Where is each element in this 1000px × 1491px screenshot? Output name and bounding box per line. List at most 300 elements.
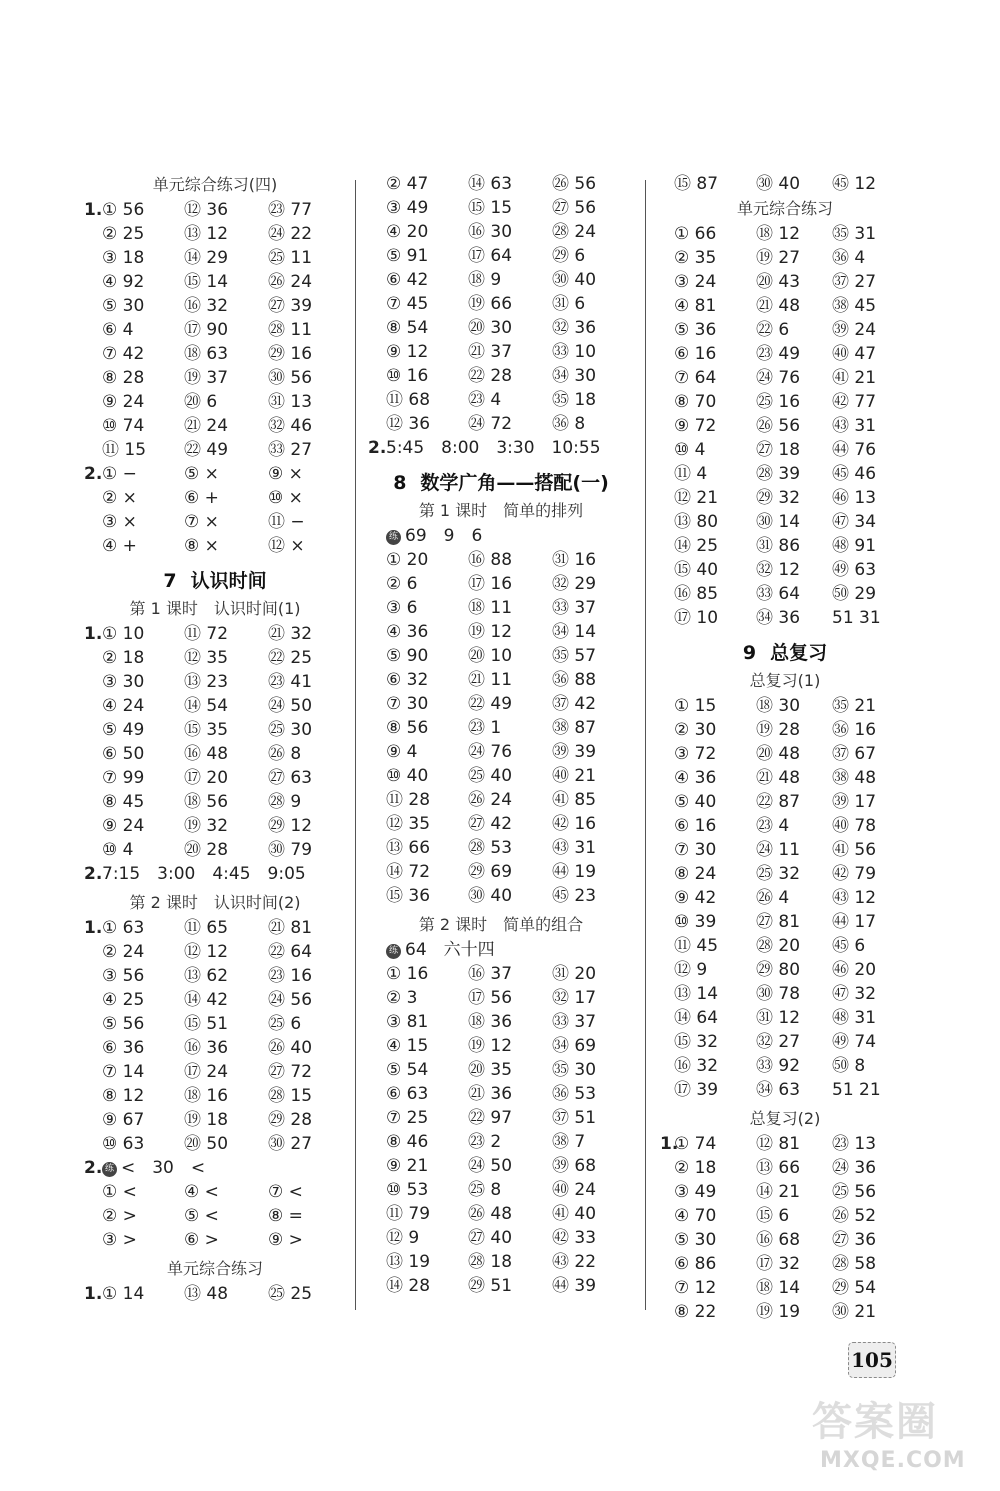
answer-row — [368, 196, 634, 220]
answer-cell: ㉚ 27 — [268, 1134, 313, 1154]
chapter-number: 7 — [163, 570, 177, 592]
answer-row — [660, 414, 910, 438]
answer-cell: ⑭ 29 — [184, 248, 229, 268]
answer-cell: ㉙ 54 — [832, 1278, 877, 1298]
answer-cell: ⑩ 4 — [102, 840, 134, 860]
answer-cell: ① 66 — [674, 224, 717, 244]
answer-cell: ㉝ 10 — [552, 342, 597, 362]
chapter-name: 数学广角——搭配(一) — [420, 472, 609, 494]
answer-cell: ㉕ 8 — [468, 1180, 502, 1200]
answer-cell: ㉔ 76 — [468, 742, 513, 762]
answer-row — [368, 644, 634, 668]
answer-cell: ⑫ × — [268, 536, 305, 556]
answer-cell: ⑥ > — [184, 1230, 219, 1250]
answer-cell: ㉔ 36 — [832, 1158, 877, 1178]
answer-cell: ㉗ 42 — [468, 814, 513, 834]
answer-cell: ① 63 — [102, 918, 145, 938]
answer-cell: ⑬ 62 — [184, 966, 229, 986]
answer-row — [368, 340, 634, 364]
answer-cell: ⑤ < — [184, 1206, 219, 1226]
question-number: 1. — [660, 1134, 679, 1154]
answer-cell: ⑥ 63 — [386, 1084, 429, 1104]
answer-cell: ⑦ 42 — [102, 344, 145, 364]
answer-cell: ㉑ 36 — [468, 1084, 513, 1104]
answer-cell: ⑦ 30 — [674, 840, 717, 860]
answer-cell: ㉛ 20 — [552, 964, 597, 984]
answer-cell: ⑰ 56 — [468, 988, 513, 1008]
answer-cell: ⑩ 63 — [102, 1134, 145, 1154]
answer-cell: ㊸ 12 — [832, 888, 877, 908]
answer-row — [84, 270, 346, 294]
answer-cell: ⑳ 35 — [468, 1060, 513, 1080]
question-number: 2. — [84, 464, 103, 484]
answer-cell: ⑳ 48 — [756, 744, 801, 764]
answer-cell: ⑧ 45 — [102, 792, 145, 812]
answer-cell: ㉕ 56 — [832, 1182, 877, 1202]
answer-row — [84, 1012, 346, 1036]
column-divider — [645, 180, 646, 1310]
answer-cell: ⑲ 12 — [468, 622, 513, 642]
answer-cell: ㉚ 79 — [268, 840, 313, 860]
answer-cell: ㊵ 24 — [552, 1180, 597, 1200]
answer-cell: ㊱ 53 — [552, 1084, 597, 1104]
answer-row — [368, 548, 634, 572]
answer-cell: ⑬ 23 — [184, 672, 229, 692]
answer-cell: ⑤ 30 — [102, 296, 145, 316]
answer-cell: ⑪ 79 — [386, 1204, 431, 1224]
answer-cell: ⑪ − — [268, 512, 305, 532]
answer-cell: ㉘ 53 — [468, 838, 513, 858]
answer-cell: ㉒ 49 — [468, 694, 513, 714]
answer-cell: ⑦ 14 — [102, 1062, 145, 1082]
answer-cell: ③ 24 — [674, 272, 717, 292]
answer-cell: ⑳ 50 — [184, 1134, 229, 1154]
answer-cell: ③ 6 — [386, 598, 418, 618]
answer-row — [368, 620, 634, 644]
answer-row — [660, 838, 910, 862]
answer-cell: ⑰ 10 — [674, 608, 719, 628]
answer-row — [368, 1106, 634, 1130]
answer-cell: ⑨ 4 — [386, 742, 418, 762]
answer-cell: ⑱ 63 — [184, 344, 229, 364]
answer-cell: ⑰ 90 — [184, 320, 229, 340]
section-heading: 第 2 课时 认识时间(2) — [129, 893, 301, 912]
answer-row — [660, 390, 910, 414]
question-number: 1. — [84, 1284, 103, 1304]
answer-row — [660, 1156, 910, 1180]
answer-cell: ⑭ 64 — [674, 1008, 719, 1028]
answer-row — [368, 244, 634, 268]
answer-row — [84, 438, 346, 462]
answer-cell: ⑪ 4 — [674, 464, 708, 484]
answer-cell: ㉙ 51 — [468, 1276, 513, 1296]
answer-cell: ⑬ 66 — [756, 1158, 801, 1178]
answer-row — [368, 1202, 634, 1226]
section-heading: 第 1 课时 简单的排列 — [418, 501, 584, 520]
answer-cell: 51 31 — [832, 608, 881, 628]
answer-cell: ② 30 — [674, 720, 717, 740]
answer-cell: ⑮ 87 — [674, 174, 719, 194]
answer-cell: ⑯ 48 — [184, 744, 229, 764]
answer-cell: ⑲ 12 — [468, 1036, 513, 1056]
answer-cell: ㉒ 6 — [756, 320, 790, 340]
answer-cell: ⑬ 14 — [674, 984, 719, 1004]
answer-cell: ⑤ 56 — [102, 1014, 145, 1034]
answer-row — [84, 1204, 346, 1228]
answer-cell: ㊷ 79 — [832, 864, 877, 884]
answer-row — [84, 390, 346, 414]
answer-cell: ㉙ 69 — [468, 862, 513, 882]
answer-row — [368, 812, 634, 836]
answer-cell: ㊱ 8 — [552, 414, 586, 434]
answer-cell: ㉔ 22 — [268, 224, 313, 244]
answer-cell: ① 74 — [674, 1134, 717, 1154]
answer-row — [368, 1010, 634, 1034]
answer-cell: ③ 49 — [674, 1182, 717, 1202]
answer-cell: ③ 30 — [102, 672, 145, 692]
answer-cell: ⑱ 14 — [756, 1278, 801, 1298]
answer-row — [84, 718, 346, 742]
question-number: 2. — [84, 1158, 103, 1178]
answer-cell: ⑦ 45 — [386, 294, 429, 314]
answer-cell: ① 20 — [386, 550, 429, 570]
answer-row — [660, 172, 910, 196]
answer-cell: ⑥ + — [184, 488, 219, 508]
answer-cell: ㊶ 21 — [832, 368, 877, 388]
answer-cell: ㊷ 33 — [552, 1228, 597, 1248]
question-number: 1. — [84, 624, 103, 644]
answer-row — [368, 836, 634, 860]
answer-cell: ㊺ 23 — [552, 886, 597, 906]
answer-cell: ㉑ 81 — [268, 918, 313, 938]
answer-cell: ⑧ 28 — [102, 368, 145, 388]
answer-cell: ㉒ 87 — [756, 792, 801, 812]
chapter-number: 8 — [393, 472, 407, 494]
answer-cell: ㉖ 40 — [268, 1038, 313, 1058]
answer-cell: ㊶ 85 — [552, 790, 597, 810]
answer-row — [660, 982, 910, 1006]
answer-row — [660, 366, 910, 390]
answer-cell: ㊹ 17 — [832, 912, 877, 932]
answer-cell: ③ × — [102, 512, 137, 532]
answer-cell: ⑨ 72 — [674, 416, 717, 436]
answer-cell: ㊴ 24 — [832, 320, 877, 340]
answer-cell: ⑫ 12 — [184, 942, 229, 962]
answer-cell: ⑯ 32 — [184, 296, 229, 316]
answer-cell: ⑳ 30 — [468, 318, 513, 338]
answer-cell: ⑲ 27 — [756, 248, 801, 268]
answer-row — [660, 558, 910, 582]
answer-row — [660, 814, 910, 838]
answer-text — [102, 1156, 205, 1180]
answer-cell: ⑩ 53 — [386, 1180, 429, 1200]
answer-cell: ⑱ 12 — [756, 224, 801, 244]
answer-cell: ㉓ 16 — [268, 966, 313, 986]
answer-cell: ㊳ 45 — [832, 296, 877, 316]
answer-cell: ㉓ 13 — [832, 1134, 877, 1154]
answer-cell: ㉑ 48 — [756, 768, 801, 788]
answer-text — [102, 862, 306, 886]
answer-cell: ⑥ 4 — [102, 320, 134, 340]
answer-cell: ㉝ 64 — [756, 584, 801, 604]
answer-cell: ⑭ 72 — [386, 862, 431, 882]
answer-cell: ㉗ 56 — [552, 198, 597, 218]
answer-row — [84, 766, 346, 790]
answer-row — [368, 412, 634, 436]
answer-cell: ⑰ 24 — [184, 1062, 229, 1082]
answer-cell: ㉓ 4 — [756, 816, 790, 836]
answer-cell: ⑧ 46 — [386, 1132, 429, 1152]
answer-cell: ⑮ 36 — [386, 886, 431, 906]
answer-cell: ㊼ 32 — [832, 984, 877, 1004]
answer-row — [368, 986, 634, 1010]
answer-cell: ⑭ 63 — [468, 174, 513, 194]
answer-row — [84, 1060, 346, 1084]
answer-cell: ⑱ 9 — [468, 270, 502, 290]
answer-cell: ① 14 — [102, 1284, 145, 1304]
answer-cell: ⑨ 67 — [102, 1110, 145, 1130]
answer-cell: ④ 36 — [386, 622, 429, 642]
answer-value: 69 9 6 — [405, 526, 483, 546]
answer-cell: ⑮ 6 — [756, 1206, 790, 1226]
answer-text — [386, 938, 495, 962]
answer-row — [84, 814, 346, 838]
answer-row — [84, 646, 346, 670]
answer-cell: ⑦ 30 — [386, 694, 429, 714]
answer-cell: ④ 92 — [102, 272, 145, 292]
answer-row — [84, 486, 346, 510]
answer-cell: ㉔ 76 — [756, 368, 801, 388]
answer-cell: ㉚ 56 — [268, 368, 313, 388]
practice-badge: 练 — [386, 944, 401, 959]
answer-row — [368, 1250, 634, 1274]
answer-cell: ㉕ 16 — [756, 392, 801, 412]
answer-cell: ⑫ 81 — [756, 1134, 801, 1154]
answer-cell: ⑫ 21 — [674, 488, 719, 508]
answer-cell: ① < — [102, 1182, 137, 1202]
answer-cell: ㊳ 87 — [552, 718, 597, 738]
answer-row — [84, 940, 346, 964]
answer-cell: ⑨ 24 — [102, 816, 145, 836]
answer-cell: ⑲ 32 — [184, 816, 229, 836]
answer-cell: ㉒ 64 — [268, 942, 313, 962]
answer-cell: ⑧ = — [268, 1206, 303, 1226]
answer-row — [84, 1108, 346, 1132]
answer-cell: ⑥ 16 — [674, 344, 717, 364]
answer-cell: ㊵ 47 — [832, 344, 877, 364]
answer-cell: ⑦ 12 — [674, 1278, 717, 1298]
answer-cell: ㉒ 25 — [268, 648, 313, 668]
answer-cell: ㉚ 40 — [468, 886, 513, 906]
answer-cell: ㊶ 56 — [832, 840, 877, 860]
answer-row — [368, 1034, 634, 1058]
answer-cell: ㉟ 21 — [832, 696, 877, 716]
answer-cell: ㉗ 39 — [268, 296, 313, 316]
answer-cell: ⑪ 45 — [674, 936, 719, 956]
answer-cell: ㊸ 31 — [552, 838, 597, 858]
answer-cell: ㊹ 76 — [832, 440, 877, 460]
answer-cell: ⑱ 36 — [468, 1012, 513, 1032]
answer-row — [660, 438, 910, 462]
answer-value: < 30 < — [121, 1158, 206, 1178]
answer-row — [368, 764, 634, 788]
column-middle — [368, 172, 634, 1298]
answer-cell: ㊲ 51 — [552, 1108, 597, 1128]
answer-cell: ㉖ 56 — [756, 416, 801, 436]
answer-row — [84, 318, 346, 342]
answer-cell: ㊿ 8 — [832, 1056, 866, 1076]
answer-row — [660, 910, 910, 934]
watermark — [812, 1390, 994, 1486]
answer-cell: ㊴ 17 — [832, 792, 877, 812]
answer-cell: ㉛ 12 — [756, 1008, 801, 1028]
answer-cell: ⑤ × — [184, 464, 219, 484]
answer-cell: ③ 56 — [102, 966, 145, 986]
answer-row — [660, 862, 910, 886]
answer-row — [660, 486, 910, 510]
answer-row — [660, 742, 910, 766]
answer-cell: ㉞ 69 — [552, 1036, 597, 1056]
answer-row — [84, 670, 346, 694]
answer-cell: ⑬ 12 — [184, 224, 229, 244]
answer-row — [660, 246, 910, 270]
answer-cell: ㊳ 7 — [552, 1132, 586, 1152]
chapter-name: 总复习 — [770, 642, 828, 664]
answer-cell: ㉖ 48 — [468, 1204, 513, 1224]
section-heading: 单元综合练习(四) — [152, 175, 278, 194]
answer-row — [84, 790, 346, 814]
answer-row — [84, 838, 346, 862]
answer-row — [660, 606, 910, 630]
answer-cell: ⑯ 30 — [468, 222, 513, 242]
answer-row — [84, 988, 346, 1012]
answer-row — [660, 1180, 910, 1204]
answer-cell: ② × — [102, 488, 137, 508]
question-number: 2. — [84, 864, 103, 884]
answer-cell: ㊴ 68 — [552, 1156, 597, 1176]
answer-cell: ㉛ 6 — [552, 294, 586, 314]
answer-cell: ㊹ 19 — [552, 862, 597, 882]
answer-cell: ② 18 — [674, 1158, 717, 1178]
answer-row — [368, 292, 634, 316]
answer-cell: ⑫ 36 — [184, 200, 229, 220]
answer-cell: ㉞ 30 — [552, 366, 597, 386]
answer-cell: ㉒ 49 — [184, 440, 229, 460]
section-heading: 第 2 课时 简单的组合 — [418, 915, 584, 934]
answer-row — [660, 462, 910, 486]
answer-cell: ㉝ 27 — [268, 440, 313, 460]
answer-cell: ㉖ 24 — [468, 790, 513, 810]
answer-cell: ⑫ 35 — [386, 814, 431, 834]
answer-row — [368, 364, 634, 388]
answer-cell: ㊲ 27 — [832, 272, 877, 292]
answer-cell: ⑲ 18 — [184, 1110, 229, 1130]
answer-cell: ⑮ 15 — [468, 198, 513, 218]
answer-row — [368, 740, 634, 764]
answer-cell: ⑮ 51 — [184, 1014, 229, 1034]
answer-cell: ⑧ 12 — [102, 1086, 145, 1106]
answer-row — [660, 510, 910, 534]
answer-row — [660, 294, 910, 318]
answer-cell: ㉓ 1 — [468, 718, 502, 738]
answer-cell: ㉚ 78 — [756, 984, 801, 1004]
answer-row — [84, 222, 346, 246]
answer-cell: ㊴ 39 — [552, 742, 597, 762]
answer-cell: ㉚ 40 — [552, 270, 597, 290]
answer-cell: ⑲ 19 — [756, 1302, 801, 1322]
answer-cell: ⑥ 16 — [674, 816, 717, 836]
answer-row — [84, 742, 346, 766]
answer-cell: ⑳ 10 — [468, 646, 513, 666]
answer-cell: ㊽ 91 — [832, 536, 877, 556]
answer-cell: ㉟ 31 — [832, 224, 877, 244]
answer-cell: ⑥ 42 — [386, 270, 429, 290]
answer-cell: ⑪ 72 — [184, 624, 229, 644]
answer-cell: ㉔ 11 — [756, 840, 801, 860]
answer-row — [84, 246, 346, 270]
answer-cell: ㉜ 36 — [552, 318, 597, 338]
answer-text — [386, 436, 601, 460]
answer-row — [660, 1054, 910, 1078]
chapter-title — [368, 460, 634, 498]
answer-row — [660, 886, 910, 910]
answer-cell: ⑥ 36 — [102, 1038, 145, 1058]
answer-line — [368, 524, 634, 548]
answer-cell: ㊵ 78 — [832, 816, 877, 836]
answer-cell: ① 56 — [102, 200, 145, 220]
answer-cell: ⑨ 21 — [386, 1156, 429, 1176]
answer-row — [84, 964, 346, 988]
answer-cell: ① 15 — [674, 696, 717, 716]
answer-cell: ㉗ 72 — [268, 1062, 313, 1082]
answer-value: 64 六十四 — [405, 940, 495, 960]
answer-cell: ㉒ 28 — [468, 366, 513, 386]
answer-cell: ⑩ 16 — [386, 366, 429, 386]
answer-cell: ⑨ > — [268, 1230, 303, 1250]
chapter-name: 认识时间 — [190, 570, 267, 592]
answer-cell: ⑪ 65 — [184, 918, 229, 938]
answer-cell: ㉘ 39 — [756, 464, 801, 484]
answer-row — [368, 1058, 634, 1082]
chapter-number: 9 — [742, 642, 757, 664]
answer-cell: ㉟ 30 — [552, 1060, 597, 1080]
answer-cell: ④ + — [102, 536, 137, 556]
answer-cell: ⑤ 90 — [386, 646, 429, 666]
answer-row — [660, 1228, 910, 1252]
answer-cell: ⑤ 49 — [102, 720, 145, 740]
answer-row — [84, 294, 346, 318]
answer-cell: ⑬ 48 — [184, 1284, 229, 1304]
answer-row — [368, 388, 634, 412]
answer-cell: ⑦ 25 — [386, 1108, 429, 1128]
answer-row — [660, 582, 910, 606]
answer-row — [368, 596, 634, 620]
answer-row — [368, 1274, 634, 1298]
answer-cell: ⑯ 88 — [468, 550, 513, 570]
answer-cell: ② > — [102, 1206, 137, 1226]
answer-cell: ⑥ 86 — [674, 1254, 717, 1274]
answer-cell: ⑦ 99 — [102, 768, 145, 788]
answer-row — [84, 366, 346, 390]
answer-cell: ㊷ 77 — [832, 392, 877, 412]
answer-cell: ㉝ 37 — [552, 1012, 597, 1032]
answer-cell: ⑰ 32 — [756, 1254, 801, 1274]
answer-row — [660, 934, 910, 958]
section-heading: 单元综合练习 — [166, 1259, 263, 1278]
answer-cell: ⑥ 50 — [102, 744, 145, 764]
answer-cell: ⑬ 19 — [386, 1252, 431, 1272]
answer-cell: ㉗ 18 — [756, 440, 801, 460]
